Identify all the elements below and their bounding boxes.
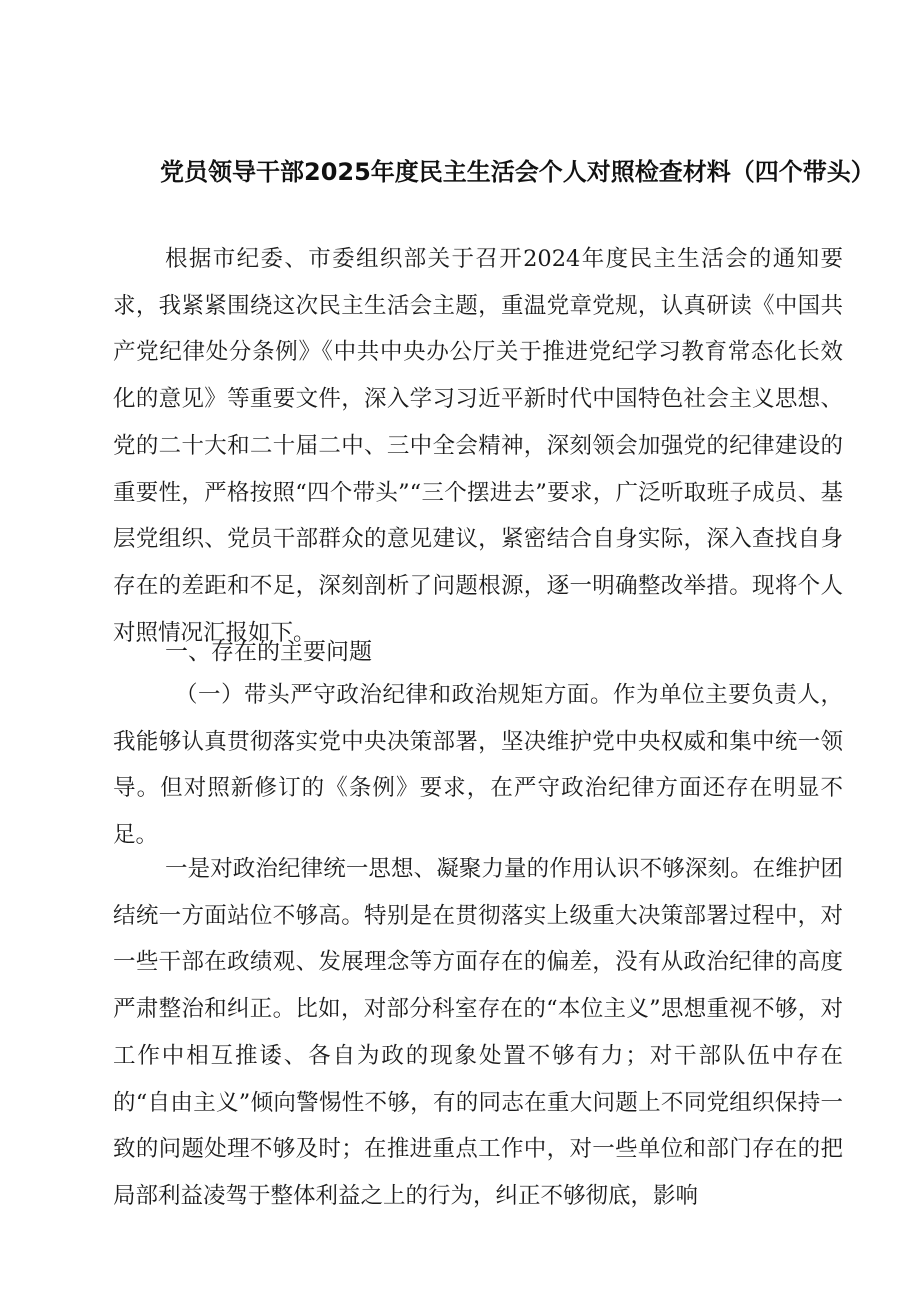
subsection-paragraph: （一）带头严守政治纪律和政治规矩方面。作为单位主要负责人，我能够认真贯彻落实党中央决策部署，坚决维护党中央权威和集中统一领导。但对照新修订的《条例》要求，在严守政治纪律方面还存在明显不足。 xyxy=(113,682,843,849)
section-heading: 一、存在的主要问题 xyxy=(165,639,372,665)
point-paragraph: 一是对政治纪律统一思想、凝聚力量的作用认识不够深刻。在维护团结统一方面站位不够高。特别是在贯彻落实上级重大决策部署过程中，对一些干部在政绩观、发展理念等方面存在的偏差，没有从政治纪律的高度严肃整治和纠正。比如，对部分科室存在的“本位主义”思想重视不够，对工作中相互推诿、各自为政的现象处置不够有力；对干部队伍中存在的“自由主义”倾向警惕性不够，有的同志在重大问题上不同党组织保持一致的问题处理不够及时；在推进重点工作中，对一些单位和部门存在的把局部利益凌驾于整体利益之上的行为，纠正不够彻底，影响 xyxy=(113,856,843,1209)
document-title: 党员领导干部2025年度民主生活会个人对照检查材料（四个带头） xyxy=(160,158,875,186)
intro-paragraph: 根据市纪委、市委组织部关于召开2024年度民主生活会的通知要求，我紧紧围绕这次民主生活会主题，重温党章党规，认真研读《中国共产党纪律处分条例》《中共中央办公厅关于推进党纪学习教育常态化长效化的意见》等重要文件，深入学习习近平新时代中国特色社会主义思想、党的二十大和二十届二中、三中全会精神，深刻领会加强党的纪律建设的重要性，严格按照“四个带头”“三个摆进去”要求，广泛听取班子成员、基层党组织、党员干部群众的意见建议，紧密结合自身实际，深入查找自身存在的差距和不足，深刻剖析了问题根源，逐一明确整改举措。现将个人对照情况汇报如下。 xyxy=(113,246,843,646)
